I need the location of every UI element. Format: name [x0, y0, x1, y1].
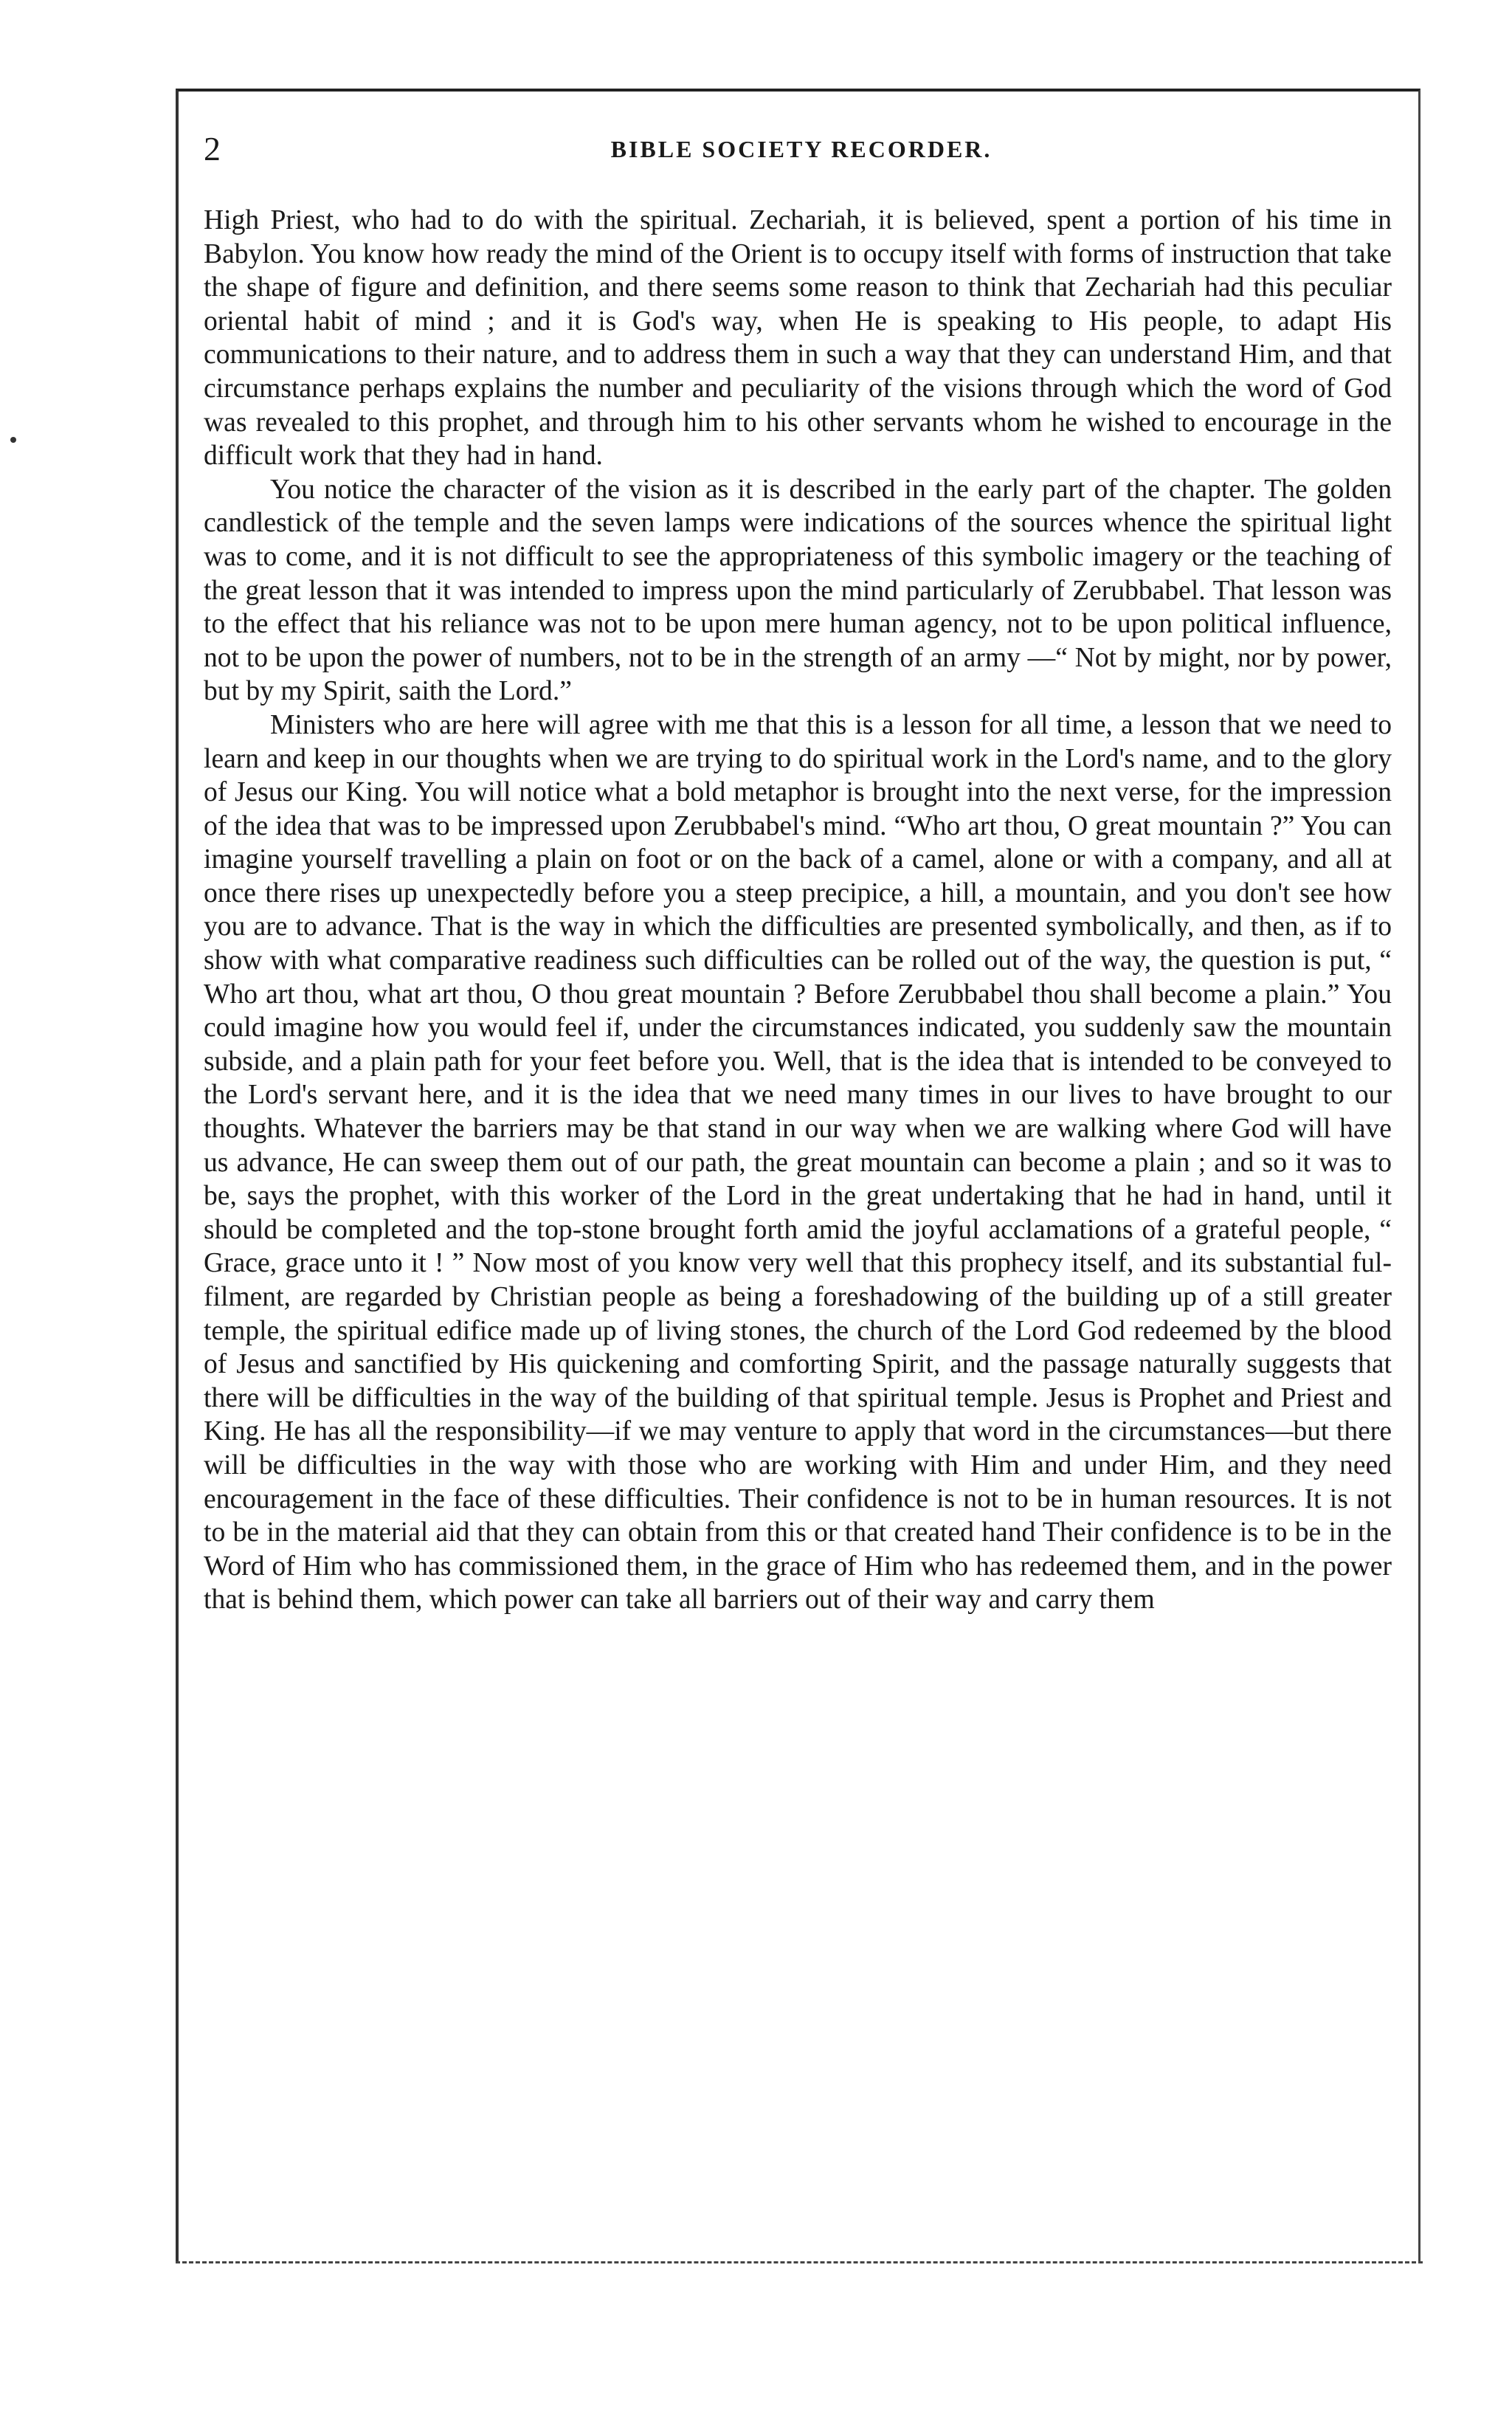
paragraph: High Priest, who had to do with the spiritual. Zechariah, it is believed, spent a portion of his time in Babylon. You know how ready the mind of the Orient is to occupy itself with forms of instruction that take the shape of figure and definition, and there seems some reason to think that Zechariah had this peculiar oriental habit of mind ; and it is God's way, when He is speaking to His people, to adapt His communications to their nature, and to address them in such a way that they can understand Him, and that circumstance perhaps explains the number and peculiarity of the visions through which the word of God was revealed to this prophet, and through him to his other servants whom he wished to encourage in the difficult work that they had in hand. [204, 205, 1392, 472]
journal-title: BIBLE SOCIETY RECORDER. [610, 136, 993, 162]
running-head [204, 127, 1399, 171]
page-number: 2 [204, 130, 221, 168]
article-body [204, 204, 1392, 1617]
paragraph: You notice the character of the vision as it is described in the early part of the chapter. The golden candlestick of the temple and the seven lamps were indications of the sources whence the spiritual light was to come, and it is not difficult to see the appropriateness of this symbolic imagery or the teaching of the great lesson that it was intended to impress upon the mind particularly of Zerubbabel. That lesson was to the effect that his reliance was not to be upon mere human agency, not to be upon political influence, not to be upon the power of numbers, not to be in the strength of an army —“ Not by might, nor by power, but by my Spirit, saith the Lord.” [204, 474, 1392, 707]
margin-speck [10, 437, 16, 443]
page-border-bottom [176, 2261, 1423, 2263]
paragraph: Ministers who are here will agree with me that this is a lesson for all time, a lesson that we need to learn and keep in our thoughts when we are trying to do spiritual work in the Lord's name, and to the glory of Jesus our King. You will notice what a bold metaphor is brought into the next verse, for the impression of the idea that was to be impressed upon Zerubbabel's mind. “Who art thou, O great mountain ?” You can imagine yourself travelling a plain on foot or on the back of a camel, alone or with a company, and all at once there rises up unexpectedly before you a steep precipice, a hill, a mountain, and you don't see how you are to advance. That is the way in which the difficulties are presented symbolically, and then, as if to show with what comparative readiness such difficulties can be rolled out of the way, the question is put, “ Who art thou, what art thou, O thou great mountain ? Before Zerubbabel thou shall become a plain.” You could imagine how you would feel if, under the circumstances indicated, you suddenly saw the mountain subside, and a plain path for your feet before you. Well, that is the idea that is intended to be conveyed to the Lord's servant here, and it is the idea that we need many times in our lives to have brought to our thoughts. Whatever the barriers may be that stand in our way when we are walking where God will have us advance, He can sweep them out of our path, the great mountain can become a plain ; and so it was to be, says the prophet, with this worker of the Lord in the great undertaking that he had in hand, until it should be completed and the top-stone brought forth amid the joyful acclamations of a grateful people, “ Grace, grace unto it ! ” Now most of you know very well that this prophecy itself, and its substantial fulfilment, are regarded by Christian people as being a foreshadowing of the building up of a still greater temple, the spiritual edifice made up of living stones, the church of the Lord God redeemed by the blood of Jesus and sanctified by His quickening and comforting Spirit, and the passage naturally suggests that there will be difficulties in the way of the building of that spiritual temple. Jesus is Prophet and Priest and King. He has all the responsibility—if we may venture to apply that word in the circumstances—but there will be difficulties in the way with those who are working with Him and under Him, and they need encouragement in the face of these difficulties. Their confidence is not to be in human resources. It is not to be in the material aid that they can obtain from this or that created hand Their confidence is to be in the Word of Him who has commissioned them, in the grace of Him who has redeemed them, and in the power that is behind them, which power can take all barriers out of their way and carry them [204, 709, 1392, 1616]
